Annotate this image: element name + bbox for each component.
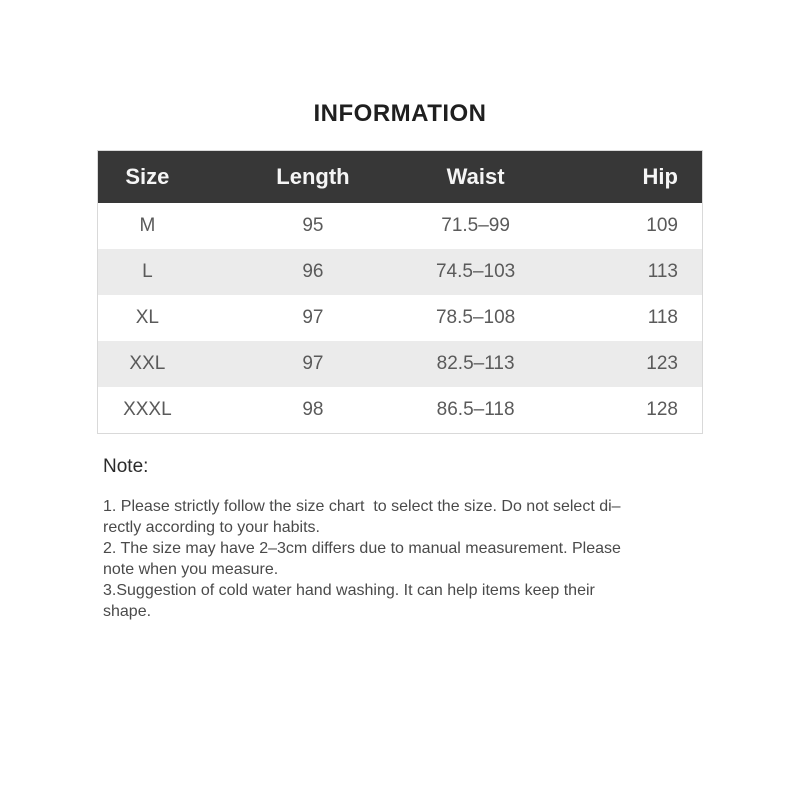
cell-length: 95 — [302, 215, 324, 236]
cell-waist: 71.5–99 — [441, 215, 510, 236]
note-line: shape. — [103, 603, 152, 620]
cell-length: 98 — [302, 399, 324, 420]
cell-waist: 78.5–108 — [435, 307, 516, 328]
cell-hip: 113 — [647, 261, 678, 282]
cell-size: L — [142, 261, 153, 282]
cell-size: XXL — [129, 353, 166, 374]
cell-waist: 74.5–103 — [435, 261, 516, 282]
table-header-row — [98, 151, 703, 204]
cell-length: 97 — [302, 353, 324, 374]
cell-hip: 123 — [646, 353, 678, 374]
table-row — [98, 341, 703, 387]
cell-size: XL — [135, 307, 159, 328]
column-header-length: Length — [197, 151, 429, 204]
cell-hip: 128 — [646, 399, 678, 420]
cell-size: M — [139, 215, 156, 236]
cell-waist: 82.5–113 — [436, 353, 515, 374]
table-row — [98, 387, 703, 434]
cell-hip: 109 — [646, 215, 678, 236]
cell-length: 96 — [302, 261, 324, 282]
note-line: note when you measure. — [103, 561, 279, 578]
cell-length: 97 — [302, 307, 324, 328]
cell-size: XXXL — [123, 399, 172, 420]
note-line: 3.Suggestion of cold water hand washing. It can help items keep their — [103, 582, 595, 599]
note-line: rectly according to your habits. — [103, 519, 320, 536]
page-title: INFORMATION — [313, 100, 487, 127]
table-row — [98, 249, 703, 295]
note-line: 2. The size may have 2–3cm differs due to manual measurement. Please — [103, 540, 621, 557]
table-row — [98, 203, 703, 249]
note-line: 1. Please strictly follow the size chart to select the size. Do not select di– — [103, 498, 621, 515]
note-list — [103, 496, 621, 622]
table-row — [98, 295, 703, 341]
column-header-hip: Hip — [522, 151, 702, 204]
size-chart-table — [97, 150, 703, 434]
note-heading: Note: — [103, 456, 149, 477]
cell-waist: 86.5–118 — [436, 399, 515, 420]
cell-hip: 118 — [647, 307, 678, 328]
column-header-waist: Waist — [429, 151, 522, 204]
column-header-size: Size — [98, 151, 197, 204]
